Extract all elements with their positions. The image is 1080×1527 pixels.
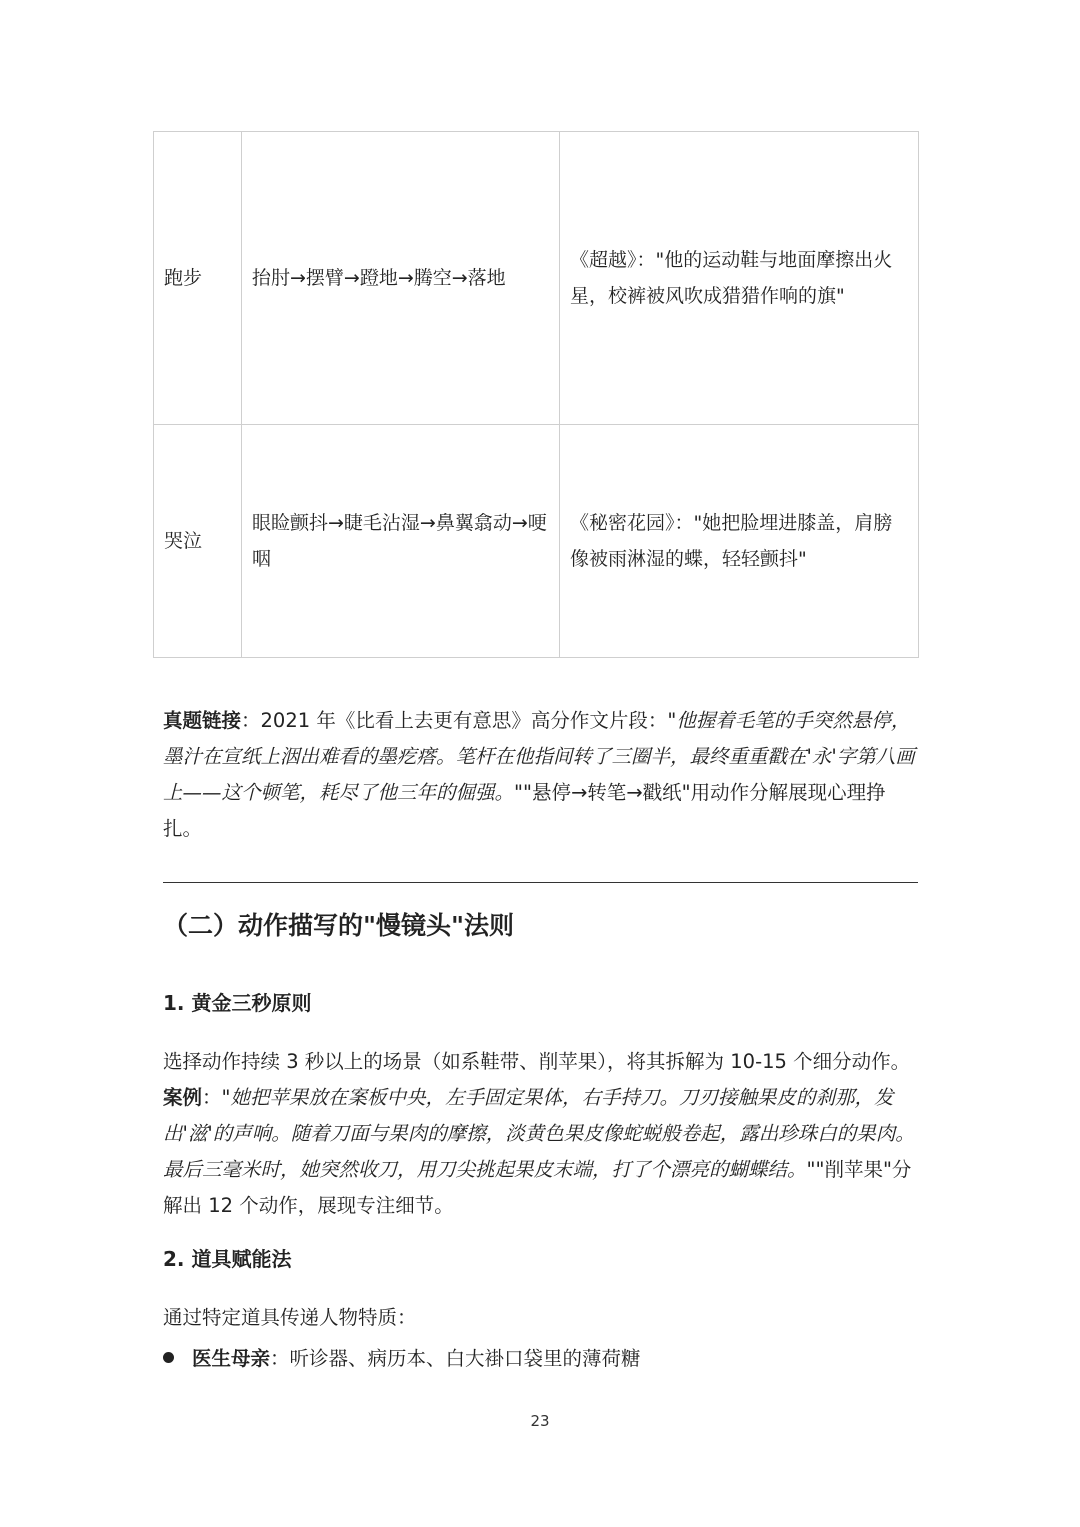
exam-link-label: 真题链接 bbox=[163, 709, 242, 732]
bullet-text: ：听诊器、病历本、白大褂口袋里的薄荷糖 bbox=[270, 1347, 641, 1370]
example-cell: 《超越》："他的运动鞋与地面摩擦出火星，校裤被风吹成猎猎作响的旗" bbox=[560, 132, 919, 425]
subsection-heading-props: 2. 道具赋能法 bbox=[163, 1247, 292, 1271]
steps-cell: 眼睑颤抖→睫毛沾湿→鼻翼翕动→哽咽 bbox=[242, 425, 560, 658]
action-cell: 哭泣 bbox=[154, 425, 242, 658]
case-colon: ： bbox=[202, 1086, 222, 1109]
example-cell: 《秘密花园》："她把脸埋进膝盖，肩膀像被雨淋湿的蝶，轻轻颤抖" bbox=[560, 425, 919, 658]
page-number: 23 bbox=[530, 1412, 550, 1430]
list-item bbox=[163, 1341, 641, 1377]
exam-link-quote: "他握着毛笔的手突然悬停，墨汁在宣纸上洇出难看的墨疙瘩。笔杆在他指间转了三圈半，最终重重戳在'永'字第八画上——这个顿笔，耗尽了他三年的倔强。" bbox=[163, 709, 915, 804]
action-cell: 跑步 bbox=[154, 132, 242, 425]
golden-three-seconds-paragraph bbox=[163, 1044, 918, 1224]
table-row bbox=[154, 132, 919, 425]
case-tail: "削苹果"分解出 12 个动作，展现专注细节。 bbox=[163, 1158, 912, 1217]
steps-cell: 抬肘→摆臂→蹬地→腾空→落地 bbox=[242, 132, 560, 425]
props-intro: 通过特定道具传递人物特质： bbox=[163, 1306, 417, 1329]
exam-link-intro: ：2021 年《比看上去更有意思》高分作文片段： bbox=[241, 709, 668, 732]
exam-link-tail: "悬停→转笔→戳纸"用动作分解展现心理挣扎。 bbox=[163, 781, 886, 840]
bullet-label: 医生母亲 bbox=[192, 1347, 271, 1370]
subsection-heading-golden-three-seconds: 1. 黄金三秒原则 bbox=[163, 991, 312, 1015]
exam-link-paragraph bbox=[163, 703, 918, 847]
bullet-dot-icon bbox=[163, 1352, 174, 1363]
section-heading: （二）动作描写的"慢镜头"法则 bbox=[163, 911, 515, 940]
case-label: 案例 bbox=[163, 1086, 203, 1109]
case-quote: "她把苹果放在案板中央，左手固定果体，右手持刀。刀刃接触果皮的刹那，发出'滋'的声响。随着刀面与果肉的摩擦，淡黄色果皮像蛇蜕般卷起，露出珍珠白的果肉。最后三毫米时，她突然收刀，用刀尖挑起果皮末端，打了个漂亮的蝴蝶结。" bbox=[163, 1086, 915, 1181]
section-divider bbox=[163, 882, 918, 883]
action-breakdown-table bbox=[153, 131, 919, 658]
table-row bbox=[154, 425, 919, 658]
rule-text: 选择动作持续 3 秒以上的场景（如系鞋带、削苹果），将其拆解为 10-15 个细分动作。 bbox=[163, 1050, 911, 1073]
